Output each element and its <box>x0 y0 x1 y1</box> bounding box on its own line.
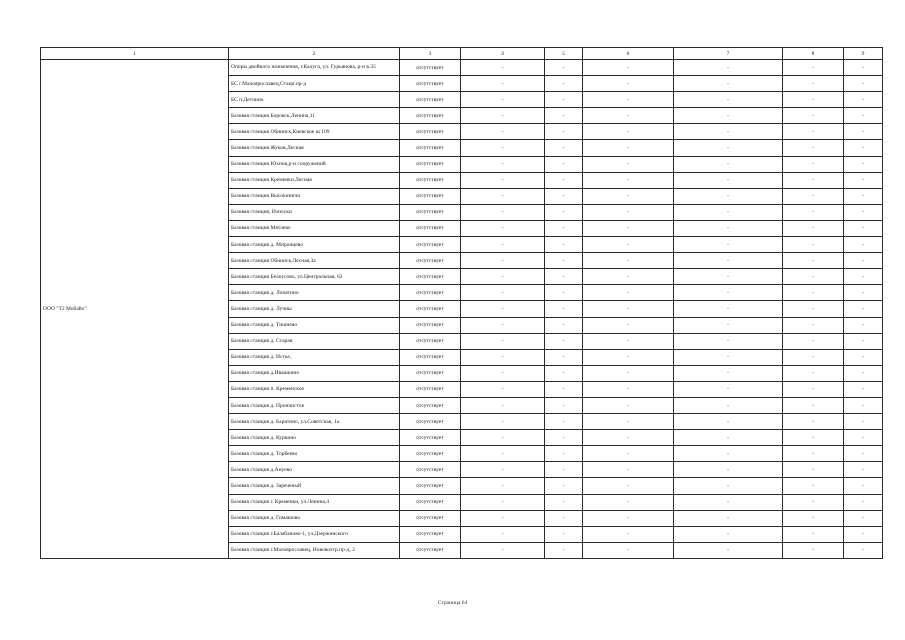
object-name-cell: Базовая станция, Износки <box>229 204 400 220</box>
value-cell: - <box>844 124 883 140</box>
value-cell: - <box>783 317 844 333</box>
value-cell: - <box>545 510 583 526</box>
value-cell: - <box>844 397 883 413</box>
status-cell: отсутствует <box>400 253 461 269</box>
value-cell: - <box>783 60 844 76</box>
value-cell: - <box>461 365 545 381</box>
value-cell: - <box>545 140 583 156</box>
status-cell: отсутствует <box>400 269 461 285</box>
status-cell: отсутствует <box>400 397 461 413</box>
header-cell: 3 <box>400 48 461 60</box>
value-cell: - <box>844 220 883 236</box>
value-cell: - <box>844 494 883 510</box>
value-cell: - <box>583 414 674 430</box>
value-cell: - <box>583 285 674 301</box>
value-cell: - <box>583 333 674 349</box>
status-cell: отсутствует <box>400 92 461 108</box>
object-name-cell: Базовая станция д. Тишнево <box>229 317 400 333</box>
value-cell: - <box>583 188 674 204</box>
value-cell: - <box>674 156 783 172</box>
value-cell: - <box>674 108 783 124</box>
status-cell: отсутствует <box>400 414 461 430</box>
header-cell: 2 <box>229 48 400 60</box>
value-cell: - <box>545 220 583 236</box>
object-name-cell: Базовая станция Юхнов,р-н сооружений <box>229 156 400 172</box>
value-cell: - <box>674 510 783 526</box>
header-row <box>41 48 883 60</box>
status-cell: отсутствует <box>400 478 461 494</box>
header-cell: 5 <box>545 48 583 60</box>
value-cell: - <box>461 76 545 92</box>
value-cell: - <box>545 237 583 253</box>
value-cell: - <box>545 381 583 397</box>
object-name-cell: Базовая станция Обнинск,Киевское ш 109 <box>229 124 400 140</box>
value-cell: - <box>583 478 674 494</box>
value-cell: - <box>844 285 883 301</box>
object-name-cell: Базовая станция д. Лопатино <box>229 285 400 301</box>
value-cell: - <box>545 317 583 333</box>
value-cell: - <box>844 156 883 172</box>
value-cell: - <box>583 92 674 108</box>
value-cell: - <box>674 381 783 397</box>
value-cell: - <box>844 269 883 285</box>
value-cell: - <box>583 542 674 558</box>
value-cell: - <box>674 253 783 269</box>
value-cell: - <box>545 76 583 92</box>
value-cell: - <box>783 172 844 188</box>
value-cell: - <box>545 430 583 446</box>
object-name-cell: Базовая станция д. Гимашово <box>229 510 400 526</box>
value-cell: - <box>844 188 883 204</box>
value-cell: - <box>583 124 674 140</box>
value-cell: - <box>583 446 674 462</box>
value-cell: - <box>674 204 783 220</box>
status-cell: отсутствует <box>400 188 461 204</box>
value-cell: - <box>783 92 844 108</box>
value-cell: - <box>545 494 583 510</box>
value-cell: - <box>545 156 583 172</box>
value-cell: - <box>461 220 545 236</box>
value-cell: - <box>583 172 674 188</box>
object-name-cell: Базовая станция д.Ануево <box>229 462 400 478</box>
value-cell: - <box>844 253 883 269</box>
value-cell: - <box>461 381 545 397</box>
value-cell: - <box>844 317 883 333</box>
value-cell: - <box>844 237 883 253</box>
value-cell: - <box>674 172 783 188</box>
object-name-cell: БС г.Малоярославец,Стаци.пр-д <box>229 76 400 92</box>
value-cell: - <box>461 156 545 172</box>
value-cell: - <box>783 220 844 236</box>
value-cell: - <box>783 349 844 365</box>
value-cell: - <box>674 365 783 381</box>
value-cell: - <box>783 494 844 510</box>
value-cell: - <box>844 76 883 92</box>
data-table <box>40 47 883 559</box>
value-cell: - <box>674 237 783 253</box>
value-cell: - <box>783 462 844 478</box>
value-cell: - <box>844 446 883 462</box>
value-cell: - <box>461 253 545 269</box>
value-cell: - <box>674 349 783 365</box>
object-name-cell: Базовая станция д. Прончистое <box>229 397 400 413</box>
value-cell: - <box>674 140 783 156</box>
status-cell: отсутствует <box>400 510 461 526</box>
value-cell: - <box>583 510 674 526</box>
object-name-cell: Базовая станция д. Зареченый <box>229 478 400 494</box>
value-cell: - <box>844 204 883 220</box>
object-name-cell: Базовая станция г.Балабаново-1, ул.Дзержинского <box>229 526 400 542</box>
value-cell: - <box>674 526 783 542</box>
value-cell: - <box>461 188 545 204</box>
operator-cell: ООО "Т2 Мобайл" <box>41 60 229 559</box>
table-body <box>41 48 883 559</box>
value-cell: - <box>844 301 883 317</box>
value-cell: - <box>461 430 545 446</box>
value-cell: - <box>844 108 883 124</box>
value-cell: - <box>783 446 844 462</box>
value-cell: - <box>545 108 583 124</box>
status-cell: отсутствует <box>400 365 461 381</box>
value-cell: - <box>461 414 545 430</box>
value-cell: - <box>461 124 545 140</box>
value-cell: - <box>461 285 545 301</box>
object-name-cell: Базовая станция д. Старая <box>229 333 400 349</box>
object-name-cell: Базовая станция д. Торбеево <box>229 446 400 462</box>
value-cell: - <box>545 188 583 204</box>
value-cell: - <box>583 301 674 317</box>
header-cell: 4 <box>461 48 545 60</box>
value-cell: - <box>545 60 583 76</box>
value-cell: - <box>461 510 545 526</box>
value-cell: - <box>844 510 883 526</box>
value-cell: - <box>674 285 783 301</box>
status-cell: отсутствует <box>400 172 461 188</box>
value-cell: - <box>783 204 844 220</box>
value-cell: - <box>844 478 883 494</box>
value-cell: - <box>674 60 783 76</box>
value-cell: - <box>461 237 545 253</box>
value-cell: - <box>674 317 783 333</box>
status-cell: отсутствует <box>400 446 461 462</box>
page-number: Страница 64 <box>437 600 468 606</box>
value-cell: - <box>461 542 545 558</box>
value-cell: - <box>783 253 844 269</box>
status-cell: отсутствует <box>400 430 461 446</box>
value-cell: - <box>674 188 783 204</box>
value-cell: - <box>583 108 674 124</box>
value-cell: - <box>583 381 674 397</box>
status-cell: отсутствует <box>400 349 461 365</box>
status-cell: отсутствует <box>400 204 461 220</box>
value-cell: - <box>545 526 583 542</box>
value-cell: - <box>844 333 883 349</box>
value-cell: - <box>461 92 545 108</box>
value-cell: - <box>583 253 674 269</box>
value-cell: - <box>674 397 783 413</box>
value-cell: - <box>583 365 674 381</box>
value-cell: - <box>783 301 844 317</box>
object-name-cell: Базовая станция д. Куркино <box>229 430 400 446</box>
value-cell: - <box>461 397 545 413</box>
value-cell: - <box>783 124 844 140</box>
value-cell: - <box>674 301 783 317</box>
value-cell: - <box>674 430 783 446</box>
value-cell: - <box>583 76 674 92</box>
value-cell: - <box>583 220 674 236</box>
value-cell: - <box>545 365 583 381</box>
value-cell: - <box>844 462 883 478</box>
object-name-cell: Базовая станция д. Барятино, ул.Советская, 1а <box>229 414 400 430</box>
value-cell: - <box>545 172 583 188</box>
value-cell: - <box>783 237 844 253</box>
value-cell: - <box>674 462 783 478</box>
status-cell: отсутствует <box>400 542 461 558</box>
value-cell: - <box>674 542 783 558</box>
header-cell: 1 <box>41 48 229 60</box>
status-cell: отсутствует <box>400 124 461 140</box>
value-cell: - <box>783 381 844 397</box>
status-cell: отсутствует <box>400 60 461 76</box>
value-cell: - <box>461 462 545 478</box>
object-name-cell: Базовая станция г.Малоярославец, Нововохтр.пр-д, 2 <box>229 542 400 558</box>
object-name-cell: Базовая станция Белоусово, ул.Центральная, 62 <box>229 269 400 285</box>
value-cell: - <box>461 333 545 349</box>
value-cell: - <box>674 446 783 462</box>
value-cell: - <box>783 414 844 430</box>
value-cell: - <box>844 414 883 430</box>
status-cell: отсутствует <box>400 317 461 333</box>
object-name-cell: Базовая станция д. Лучны <box>229 301 400 317</box>
value-cell: - <box>783 365 844 381</box>
value-cell: - <box>545 478 583 494</box>
value-cell: - <box>583 269 674 285</box>
value-cell: - <box>461 204 545 220</box>
header-cell: 8 <box>783 48 844 60</box>
value-cell: - <box>461 349 545 365</box>
value-cell: - <box>844 365 883 381</box>
value-cell: - <box>783 156 844 172</box>
value-cell: - <box>783 430 844 446</box>
value-cell: - <box>545 269 583 285</box>
value-cell: - <box>461 140 545 156</box>
object-name-cell: Базовая станция Боровск,Ленина,11 <box>229 108 400 124</box>
status-cell: отсутствует <box>400 220 461 236</box>
value-cell: - <box>545 397 583 413</box>
value-cell: - <box>674 478 783 494</box>
value-cell: - <box>783 269 844 285</box>
value-cell: - <box>844 140 883 156</box>
value-cell: - <box>583 349 674 365</box>
value-cell: - <box>545 253 583 269</box>
value-cell: - <box>674 269 783 285</box>
value-cell: - <box>461 317 545 333</box>
value-cell: - <box>844 60 883 76</box>
value-cell: - <box>583 494 674 510</box>
object-name-cell: Базовая станция Кременки,Лесная <box>229 172 400 188</box>
value-cell: - <box>461 172 545 188</box>
value-cell: - <box>545 462 583 478</box>
status-cell: отсутствует <box>400 237 461 253</box>
header-cell: 7 <box>674 48 783 60</box>
object-name-cell: Базовая станция Жуков,Лесная <box>229 140 400 156</box>
object-name-cell: Базовая станция д.Ивашкино <box>229 365 400 381</box>
value-cell: - <box>583 462 674 478</box>
value-cell: - <box>461 478 545 494</box>
value-cell: - <box>674 414 783 430</box>
value-cell: - <box>545 333 583 349</box>
value-cell: - <box>583 237 674 253</box>
object-name-cell: БС п.Детчино <box>229 92 400 108</box>
value-cell: - <box>545 542 583 558</box>
value-cell: - <box>461 60 545 76</box>
object-name-cell: Базовая станция п. Кременское <box>229 381 400 397</box>
value-cell: - <box>583 317 674 333</box>
status-cell: отсутствует <box>400 76 461 92</box>
status-cell: отсутствует <box>400 333 461 349</box>
value-cell: - <box>583 140 674 156</box>
value-cell: - <box>844 542 883 558</box>
status-cell: отсутствует <box>400 381 461 397</box>
value-cell: - <box>844 526 883 542</box>
value-cell: - <box>583 526 674 542</box>
status-cell: отсутствует <box>400 156 461 172</box>
value-cell: - <box>461 301 545 317</box>
value-cell: - <box>844 430 883 446</box>
value-cell: - <box>674 333 783 349</box>
status-cell: отсутствует <box>400 301 461 317</box>
value-cell: - <box>545 204 583 220</box>
value-cell: - <box>844 172 883 188</box>
status-cell: отсутствует <box>400 285 461 301</box>
table-row <box>41 60 883 76</box>
object-name-cell: Базовая станция г. Кременки, ул.Ленина,4 <box>229 494 400 510</box>
status-cell: отсутствует <box>400 494 461 510</box>
value-cell: - <box>461 108 545 124</box>
value-cell: - <box>783 285 844 301</box>
value-cell: - <box>461 494 545 510</box>
value-cell: - <box>783 76 844 92</box>
value-cell: - <box>545 124 583 140</box>
value-cell: - <box>783 333 844 349</box>
status-cell: отсутствует <box>400 462 461 478</box>
value-cell: - <box>545 301 583 317</box>
value-cell: - <box>583 156 674 172</box>
value-cell: - <box>783 140 844 156</box>
object-name-cell: Базовая станция Высокиничи <box>229 188 400 204</box>
object-name-cell: Базовая станция Мятлево <box>229 220 400 236</box>
object-name-cell: Базовая станция д. Истье, <box>229 349 400 365</box>
value-cell: - <box>461 446 545 462</box>
value-cell: - <box>783 526 844 542</box>
value-cell: - <box>783 542 844 558</box>
value-cell: - <box>844 349 883 365</box>
value-cell: - <box>545 285 583 301</box>
header-cell: 9 <box>844 48 883 60</box>
value-cell: - <box>583 430 674 446</box>
value-cell: - <box>674 92 783 108</box>
value-cell: - <box>674 124 783 140</box>
status-cell: отсутствует <box>400 526 461 542</box>
value-cell: - <box>583 60 674 76</box>
value-cell: - <box>783 188 844 204</box>
value-cell: - <box>783 510 844 526</box>
value-cell: - <box>783 478 844 494</box>
value-cell: - <box>674 76 783 92</box>
value-cell: - <box>583 397 674 413</box>
header-cell: 6 <box>583 48 674 60</box>
value-cell: - <box>783 108 844 124</box>
value-cell: - <box>545 92 583 108</box>
value-cell: - <box>844 92 883 108</box>
value-cell: - <box>783 397 844 413</box>
value-cell: - <box>674 494 783 510</box>
object-name-cell: Базовая станция Обнинск,Лесная,3а <box>229 253 400 269</box>
status-cell: отсутствует <box>400 108 461 124</box>
value-cell: - <box>461 269 545 285</box>
value-cell: - <box>461 526 545 542</box>
value-cell: - <box>674 220 783 236</box>
object-name-cell: Базовая станция д. Миронцево <box>229 237 400 253</box>
object-name-cell: Опоры двойного назначения, г.Калуга, ул. Гурьянова, р-н в.35 <box>229 60 400 76</box>
status-cell: отсутствует <box>400 140 461 156</box>
value-cell: - <box>844 381 883 397</box>
value-cell: - <box>545 446 583 462</box>
value-cell: - <box>545 349 583 365</box>
value-cell: - <box>545 414 583 430</box>
value-cell: - <box>583 204 674 220</box>
